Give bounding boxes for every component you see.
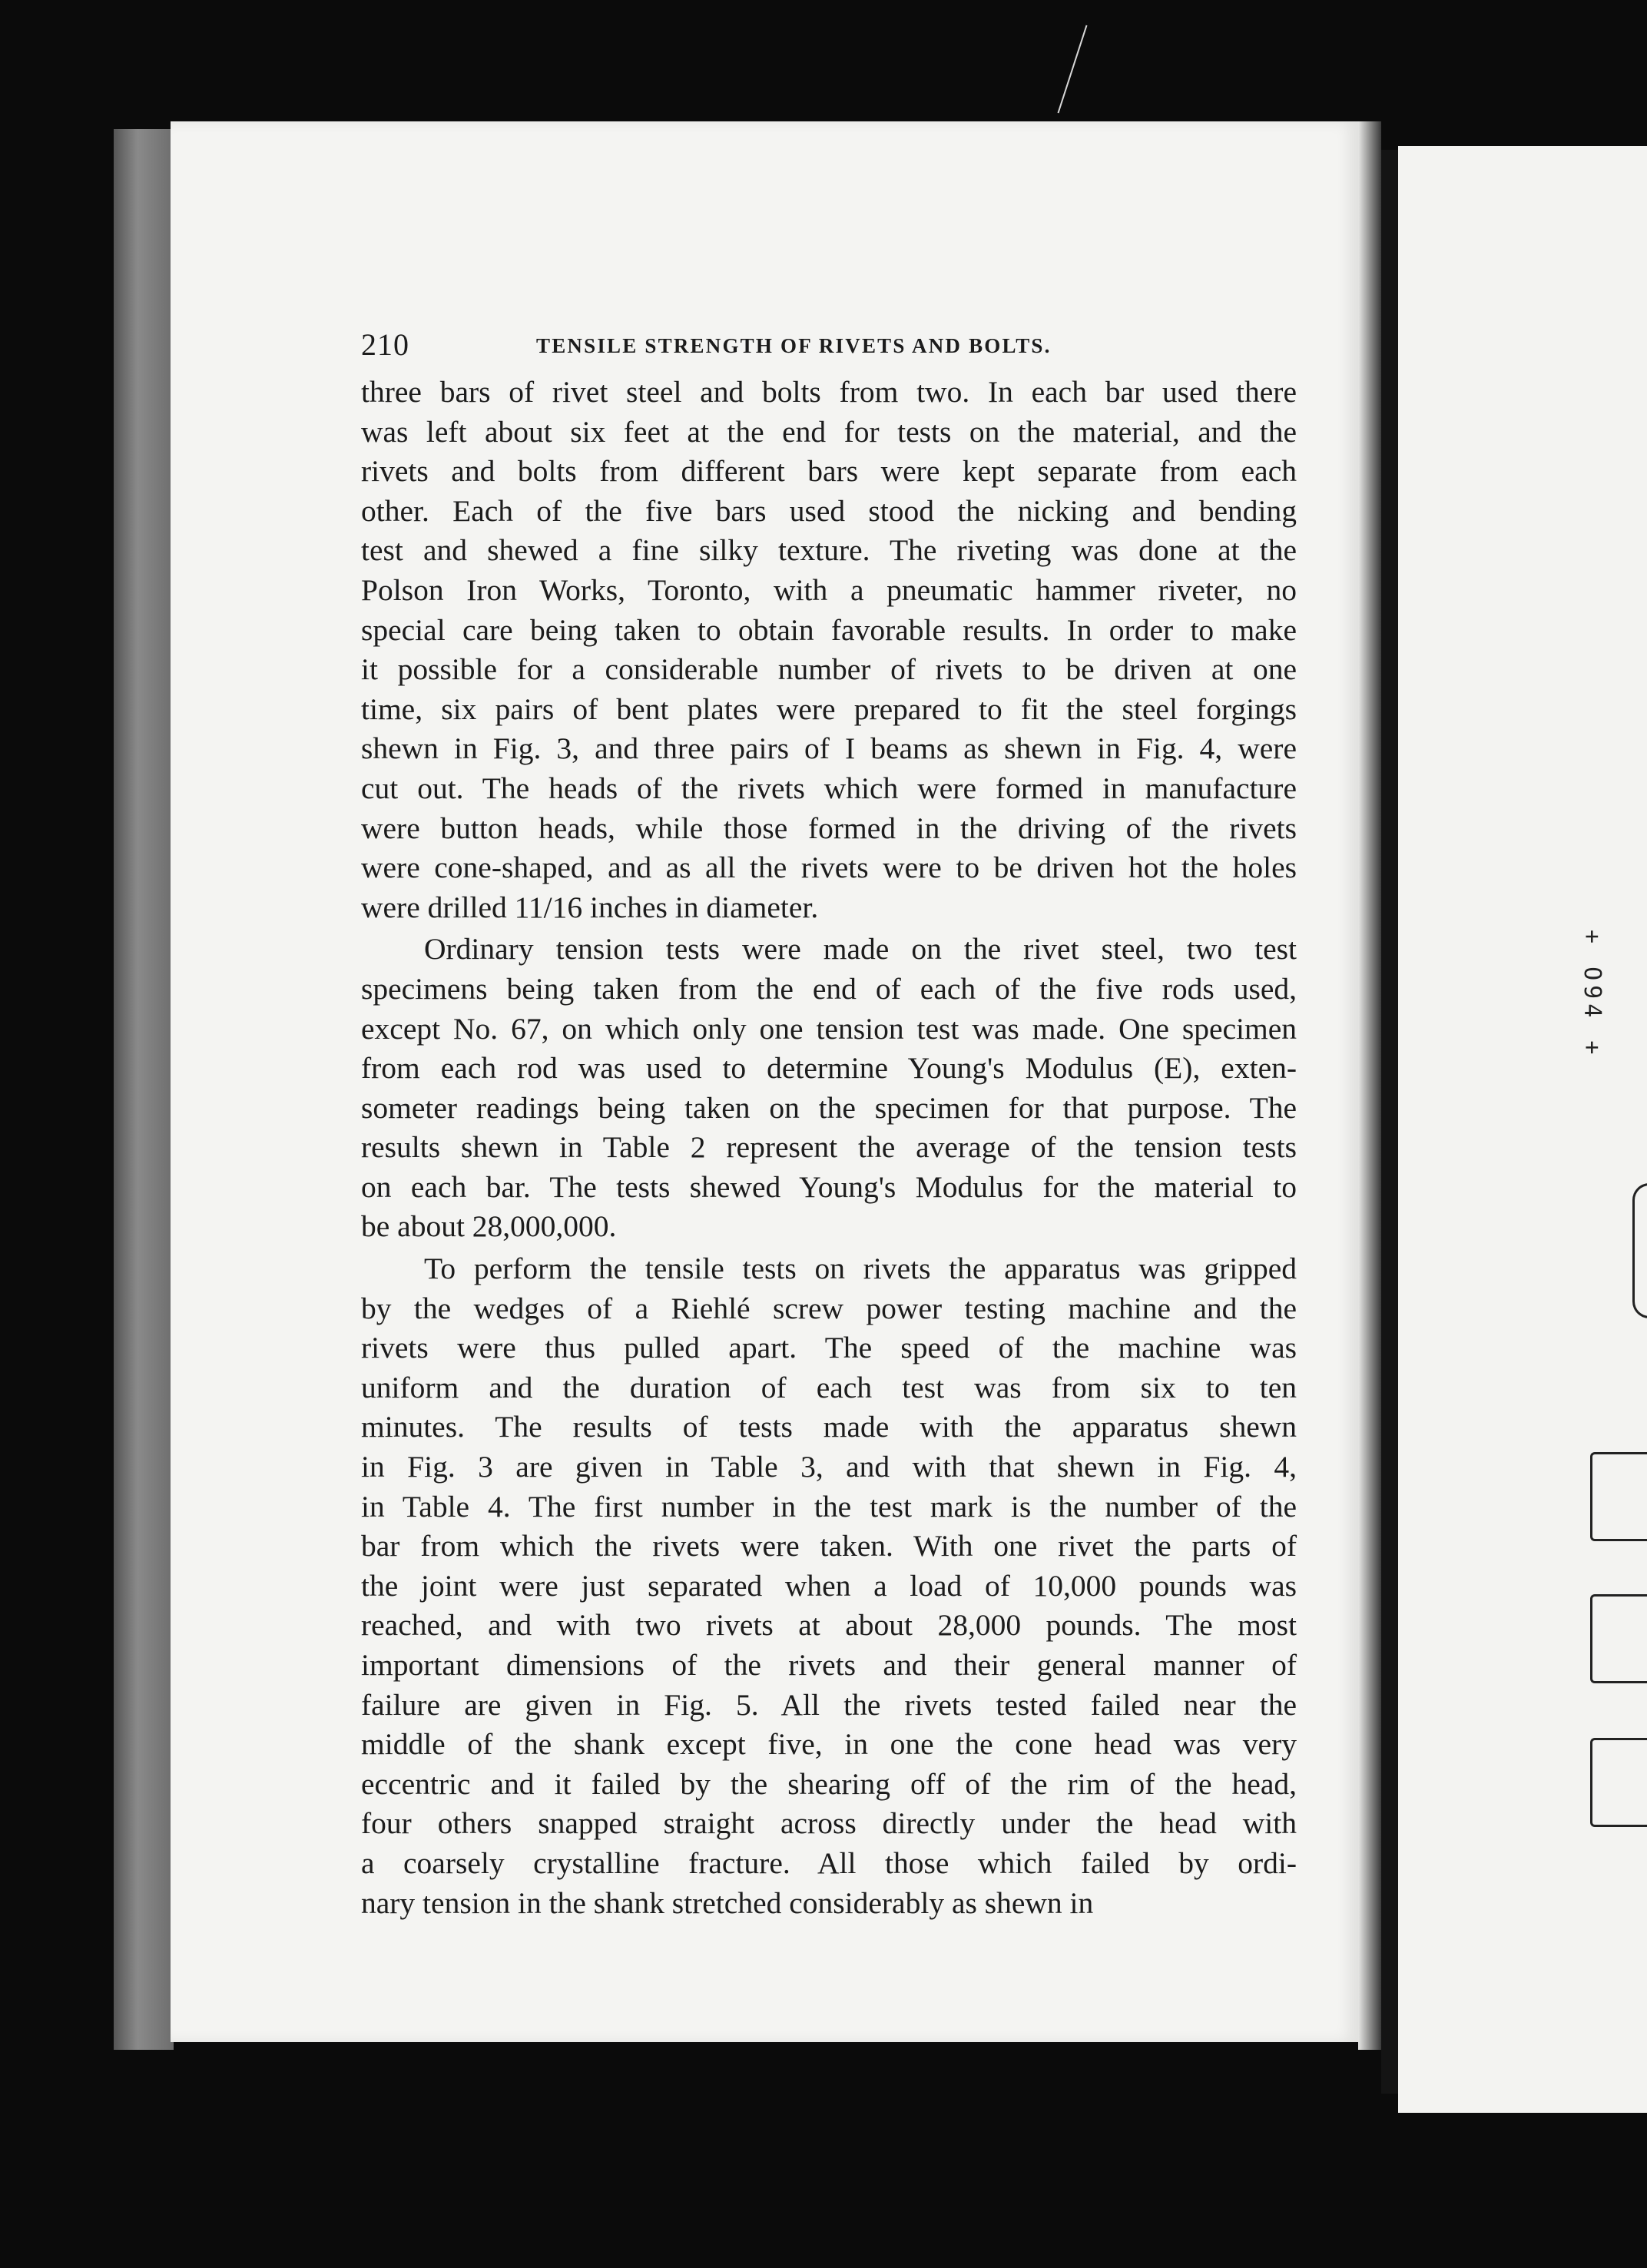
text-line: were cone-shaped, and as all the rivets were to be driven hot the holes (361, 850, 1297, 885)
page-number: 210 (361, 327, 409, 362)
text-line: four others snapped straight across directly under the head with (361, 1806, 1297, 1841)
text-line: time, six pairs of bent plates were prepared to fit the steel forgings (361, 691, 1297, 726)
text-line: specimens being taken from the end of each of the five rods used, (361, 971, 1297, 1006)
text-line: results shewn in Table 2 represent the average of the tension tests (361, 1130, 1297, 1165)
text-line: important dimensions of the rivets and their general manner of (361, 1648, 1297, 1682)
text-line: by the wedges of a Riehlé screw power testing machine and the (361, 1291, 1297, 1325)
text-line: shewn in Fig. 3, and three pairs of I beams as shewn in Fig. 4, were (361, 731, 1297, 766)
paragraph (361, 1249, 1297, 1923)
text-line: it possible for a considerable number of rivets to be driven at one (361, 652, 1297, 687)
text-line: in Fig. 3 are given in Table 3, and with that shewn in Fig. 4, (361, 1450, 1297, 1484)
text-line: nary tension in the shank stretched considerably as shewn in (361, 1885, 1094, 1920)
book-spine (1381, 150, 1398, 2094)
text-line: three bars of rivet steel and bolts from two. In each bar used there (361, 375, 1297, 409)
running-head (361, 327, 1297, 373)
running-title: TENSILE STRENGTH OF RIVETS AND BOLTS. (536, 334, 1052, 357)
paragraph (361, 930, 1297, 1247)
text-line: other. Each of the five bars used stood the nicking and bending (361, 493, 1297, 528)
facing-page-margin-mark: + O94 + (1579, 930, 1606, 1059)
text-line: reached, and with two rivets at about 28,000 pounds. The most (361, 1608, 1297, 1643)
text-line: on each bar. The tests shewed Young's Modulus for the material to (361, 1169, 1297, 1204)
body-text (361, 373, 1297, 1923)
page-gutter (1358, 121, 1381, 2050)
page-text-block (361, 327, 1297, 1923)
text-line: failure are given in Fig. 5. All the rivets tested failed near the (361, 1687, 1297, 1722)
facing-page-bracket (1632, 1183, 1647, 1318)
text-line: in Table 4. The first number in the test mark is the number of the (361, 1489, 1297, 1524)
text-line: cut out. The heads of the rivets which were formed in manufacture (361, 771, 1297, 805)
text-line: from each rod was used to determine Young's Modulus (E), exten- (361, 1051, 1297, 1086)
facing-page-bracket (1590, 1738, 1647, 1827)
text-line: rivets were thus pulled apart. The speed of the machine was (361, 1331, 1297, 1365)
text-line: rivets and bolts from different bars were kept separate from each (361, 454, 1297, 489)
text-line: were drilled 11/16 inches in diameter. (361, 890, 819, 924)
text-line: Ordinary tension tests were made on the rivet steel, two test (424, 932, 1297, 967)
text-line: be about 28,000,000. (361, 1209, 617, 1244)
text-line: test and shewed a fine silky texture. The riveting was done at the (361, 533, 1297, 568)
text-line: middle of the shank except five, in one the cone head was very (361, 1727, 1297, 1762)
text-line: a coarsely crystalline fracture. All those which failed by ordi- (361, 1845, 1297, 1880)
film-fibre-mark (1058, 25, 1088, 114)
page-edge (114, 129, 174, 2050)
paragraph (361, 373, 1297, 927)
text-line: To perform the tensile tests on rivets the apparatus was gripped (424, 1252, 1297, 1286)
text-line: someter readings being taken on the specimen for that purpose. The (361, 1090, 1297, 1125)
text-line: bar from which the rivets were taken. With one rivet the parts of (361, 1529, 1297, 1563)
text-line: except No. 67, on which only one tension test was made. One specimen (361, 1011, 1297, 1046)
text-line: was left about six feet at the end for tests on the material, and the (361, 414, 1297, 449)
text-line: special care being taken to obtain favorable results. In order to make (361, 612, 1297, 647)
text-line: eccentric and it failed by the shearing off of the rim of the head, (361, 1766, 1297, 1801)
facing-page-bracket (1590, 1452, 1647, 1541)
text-line: Polson Iron Works, Toronto, with a pneumatic hammer riveter, no (361, 572, 1297, 607)
facing-page-bracket (1590, 1594, 1647, 1683)
text-line: the joint were just separated when a load of 10,000 pounds was (361, 1568, 1297, 1603)
text-line: uniform and the duration of each test was from six to ten (361, 1370, 1297, 1404)
text-line: were button heads, while those formed in the driving of the rivets (361, 811, 1297, 845)
text-line: minutes. The results of tests made with the apparatus shewn (361, 1410, 1297, 1444)
